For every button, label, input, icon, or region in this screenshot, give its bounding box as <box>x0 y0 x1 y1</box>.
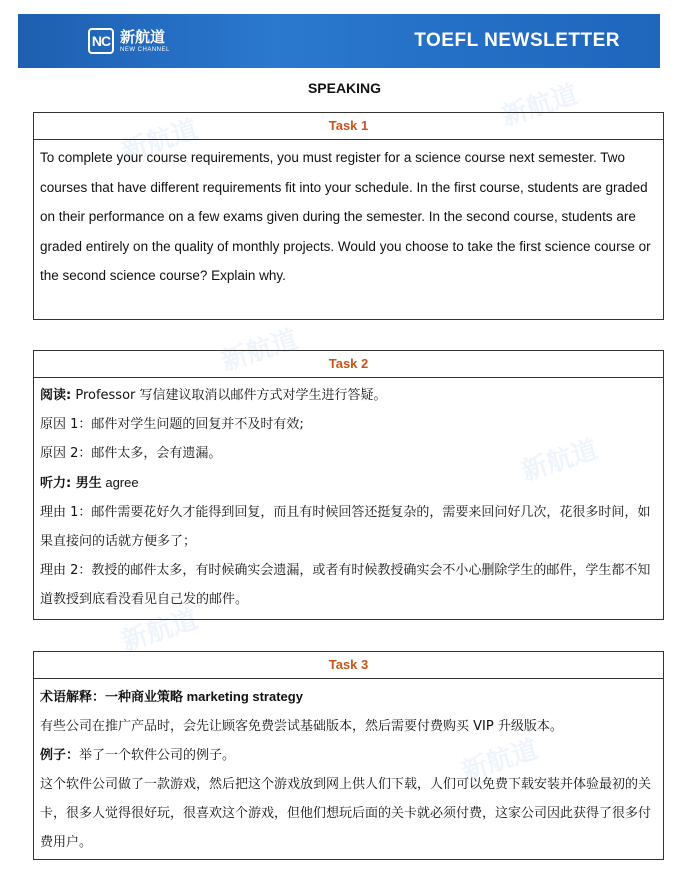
logo-cn: 新航道 <box>120 27 166 46</box>
watermark: 新航道 <box>118 114 202 168</box>
newsletter-title: TOEFL NEWSLETTER <box>414 30 620 51</box>
watermark: 新航道 <box>498 79 582 133</box>
task1-title: Task 1 <box>34 113 663 140</box>
logo-en: NEW CHANNEL <box>120 46 170 53</box>
task3-example <box>40 741 657 770</box>
logo-mark-icon: NC <box>88 28 114 54</box>
example-label: 例子： <box>40 748 80 763</box>
task3-body <box>34 679 663 861</box>
task1-text: To complete your course requirements, you must register for a science course next semester. Two courses that have different requirements fit into your schedule. In the first course, students are graded on their performance on a few exams given during the semester. In the second course, students are graded entirely on the quality of monthly projects. Would you choose to take the first science course or the second science course? Explain why. <box>40 150 651 283</box>
task2-reason2: 原因 2：邮件太多，会有遗漏。 <box>40 446 222 461</box>
task3-term <box>40 682 657 712</box>
section-title: SPEAKING <box>307 80 382 96</box>
listening-label: 听力: 男生 <box>40 476 102 491</box>
task3-example-detail: 这个软件公司做了一款游戏，然后把这个游戏放到网上供人们下载，人们可以免费下载安装并体验最初的关卡，很多人觉得很好玩，很喜欢这个游戏，但他们想玩后面的关卡就必须付费，这家公司因此获得了很多付费用户。 <box>40 777 652 850</box>
task3-term-text: 有些公司在推广产品时，会先让顾客免费尝试基础版本，然后需要付费购买 VIP 升级版本。 <box>40 719 563 734</box>
header-banner <box>18 14 660 68</box>
reading-label: 阅读: <box>40 388 72 403</box>
task2-title: Task 2 <box>34 351 663 378</box>
watermark: 新航道 <box>518 434 602 488</box>
term-en: marketing strategy <box>183 689 303 704</box>
example-text: 举了一个软件公司的例子。 <box>79 748 236 763</box>
task1-body <box>34 140 663 295</box>
task1-box <box>33 112 664 320</box>
task2-reason1: 原因 1：邮件对学生问题的回复并不及时有效; <box>40 417 304 432</box>
logo <box>88 24 170 58</box>
term-label: 术语解释：一种商业策略 <box>40 690 184 705</box>
watermark: 新航道 <box>218 324 302 378</box>
task2-point2: 理由 2：教授的邮件太多，有时候确实会遗漏，或者有时候教授确实会不小心删除学生的邮件，学生都不知道教授到底看没看见自己发的邮件。 <box>40 563 651 607</box>
task3-box <box>33 651 664 860</box>
watermark: 新航道 <box>118 604 202 658</box>
task2-reading <box>40 381 657 410</box>
watermark: 新航道 <box>458 734 542 788</box>
logo-text <box>120 27 170 53</box>
task2-listening <box>40 468 657 498</box>
task2-body <box>34 378 663 618</box>
listening-stance: agree <box>101 475 139 490</box>
task3-title: Task 3 <box>34 652 663 679</box>
task2-point1: 理由 1：邮件需要花好久才能得到回复，而且有时候回答还挺复杂的，需要来回问好几次，花很多时间，如果直接问的话就方便多了； <box>40 505 651 549</box>
task2-box <box>33 350 664 620</box>
reading-text: Professor 写信建议取消以邮件方式对学生进行答疑。 <box>71 388 387 403</box>
